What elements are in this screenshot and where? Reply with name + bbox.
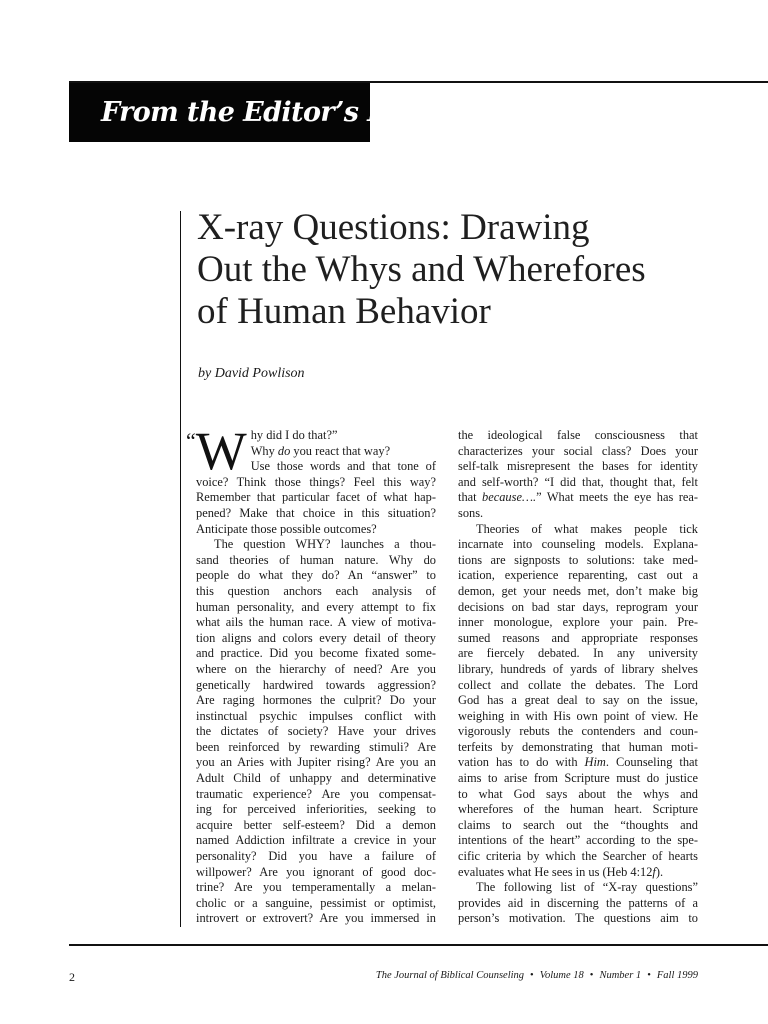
text-line: demon, get your needs met, don’t make big: [458, 583, 698, 598]
text-line: to what God says about the whys and: [458, 786, 698, 801]
text-line: sand theories of human nature. Why do: [196, 552, 436, 567]
text-line: evaluates what He sees in us (Heb 4:12f).: [458, 864, 664, 879]
text-line: human personality, and every attempt to fix: [196, 599, 436, 614]
text-line: incarnate into counseling models. Explana-: [458, 537, 698, 552]
text-line: that because….” What meets the eye has rea-: [458, 490, 698, 505]
text-line: named Addiction infiltrate a crevice in your: [196, 833, 436, 848]
title-vertical-rule: [180, 211, 181, 927]
text-line: trine? Are you temperamentally a melan-: [196, 880, 436, 895]
text-line: Are raging hormones the culprit? Do your: [196, 693, 436, 708]
text-line: vation has to do with Him. Counseling that: [458, 755, 698, 770]
byline: by David Powlison: [198, 366, 305, 381]
text-line: are fiercely debated. In any university: [458, 646, 698, 661]
text-line: intentions of the heart” according to the spe-: [458, 833, 698, 848]
text-line: characterizes your social class? Does your: [458, 443, 698, 458]
text-line: people do what they do? An “answer” to: [196, 568, 436, 583]
footer-separator: •: [589, 970, 594, 981]
journal-date: Fall 1999: [656, 970, 698, 981]
text-line: self-talk misrepresent the bases for identity: [458, 459, 698, 474]
text-line: Why do you react that way?: [250, 443, 391, 458]
drop-cap: [186, 421, 247, 481]
text-line: collect and collate the debates. The Lord: [458, 677, 698, 692]
text-line: pened? Make that choice in this situation?: [196, 505, 436, 520]
title-line: Out the Whys and Wherefores: [197, 249, 646, 290]
text-line: the dictates of society? Have your drives: [196, 724, 436, 739]
text-line: The following list of “X-ray questions”: [476, 880, 698, 895]
text-line: weighing in with His own point of view. He: [458, 708, 698, 723]
text-line: God has a great deal to say on the issue,: [458, 693, 698, 708]
text-line: genetically hardwired towards aggression?: [196, 677, 436, 692]
text-line: where on the hierarchy of need? Are you: [196, 661, 436, 676]
text-line: willpower? Are you ignorant of good doc-: [196, 864, 436, 879]
text-line: been reinforced by rewarding stimuli? Are: [196, 739, 436, 754]
journal-number: Number 1: [599, 970, 642, 981]
running-footer: [376, 970, 698, 981]
text-line: library, hundreds of yards of library shelves: [458, 661, 698, 676]
left-column: [186, 421, 436, 927]
text-line: vigorously rebuts the contenders and coun-: [458, 724, 698, 739]
text-line: the ideological false consciousness that: [458, 428, 698, 442]
text-line: provides aid in discerning the patterns of a: [458, 895, 698, 910]
text-line: this question anchors each analysis of: [196, 583, 436, 598]
footer-separator: •: [647, 970, 651, 981]
text-line: Adult Child of unhappy and determinative: [196, 771, 436, 786]
article-title: [197, 207, 757, 333]
text-line: tion aligns and colors every detail of theory: [196, 630, 436, 645]
text-line: Theories of what makes people tick: [476, 521, 698, 536]
text-line: tions are signposts to solutions: take med-: [458, 552, 698, 567]
text-line: The question WHY? launches a thou-: [214, 537, 436, 552]
section-banner: From the Editor’s Desk: [69, 83, 370, 142]
text-line: what ails the human race. A view of motiva-: [196, 615, 436, 630]
text-line: cific criteria by which the Searcher of hearts: [458, 849, 698, 864]
drop-cap-quote: “: [186, 428, 196, 453]
text-line: acquire better self-esteem? Did a demon: [196, 817, 436, 832]
bottom-rule: [69, 944, 768, 946]
text-line: Remember that particular facet of what hap-: [196, 490, 436, 505]
text-line: cholic or a sanguine, pessimist or optimist,: [196, 895, 436, 910]
text-line: introvert or extrovert? Are you immersed in: [196, 911, 436, 926]
text-line: inner monologue, explore your pain. Pre-: [458, 615, 698, 630]
text-line: person’s motivation. The questions aim to: [458, 911, 698, 926]
text-line: and self-worth? “I did that, thought that, felt: [458, 474, 698, 489]
text-line: personality? Did you have a failure of: [196, 849, 436, 864]
text-line: ication, experience reparenting, cast out a: [458, 568, 698, 583]
text-line: and practice. Did you become fixated some-: [196, 646, 436, 661]
text-line: terfeits by demonstrating that human moti-: [458, 739, 698, 754]
text-line: you an Aries with Jupiter rising? Are you an: [196, 755, 436, 770]
text-line: voice? Think those things? Feel this way?: [196, 474, 436, 489]
footer-separator: •: [530, 970, 534, 981]
page-number: 2: [69, 970, 75, 984]
title-line: of Human Behavior: [197, 291, 491, 332]
title-line: X-ray Questions: Drawing: [197, 207, 590, 248]
text-line: Use those words and that tone of: [250, 459, 436, 474]
text-line: claims to search out the “thoughts and: [458, 817, 698, 832]
drop-cap-letter: W: [195, 421, 247, 481]
text-line: hy did I do that?”: [250, 428, 338, 442]
text-line: traumatic experience? Are you compensat-: [196, 786, 436, 801]
text-line: sumed reasons and appropriate responses: [458, 630, 698, 645]
text-line: decisions on bad star days, reprogram your: [458, 599, 698, 614]
right-column: [458, 428, 698, 927]
journal-volume: Volume 18: [539, 970, 584, 981]
text-line: instinctual psychic impulses conflict with: [196, 708, 436, 723]
journal-name: The Journal of Biblical Counseling: [375, 970, 525, 981]
text-line: Anticipate those possible outcomes?: [196, 521, 377, 536]
text-line: aims to arise from Scripture must do justice: [458, 771, 698, 786]
text-line: ing for perceived inferiorities, seeking to: [196, 802, 436, 817]
text-line: sons.: [458, 505, 484, 520]
text-line: wherefores of the human heart. Scripture: [458, 802, 698, 817]
